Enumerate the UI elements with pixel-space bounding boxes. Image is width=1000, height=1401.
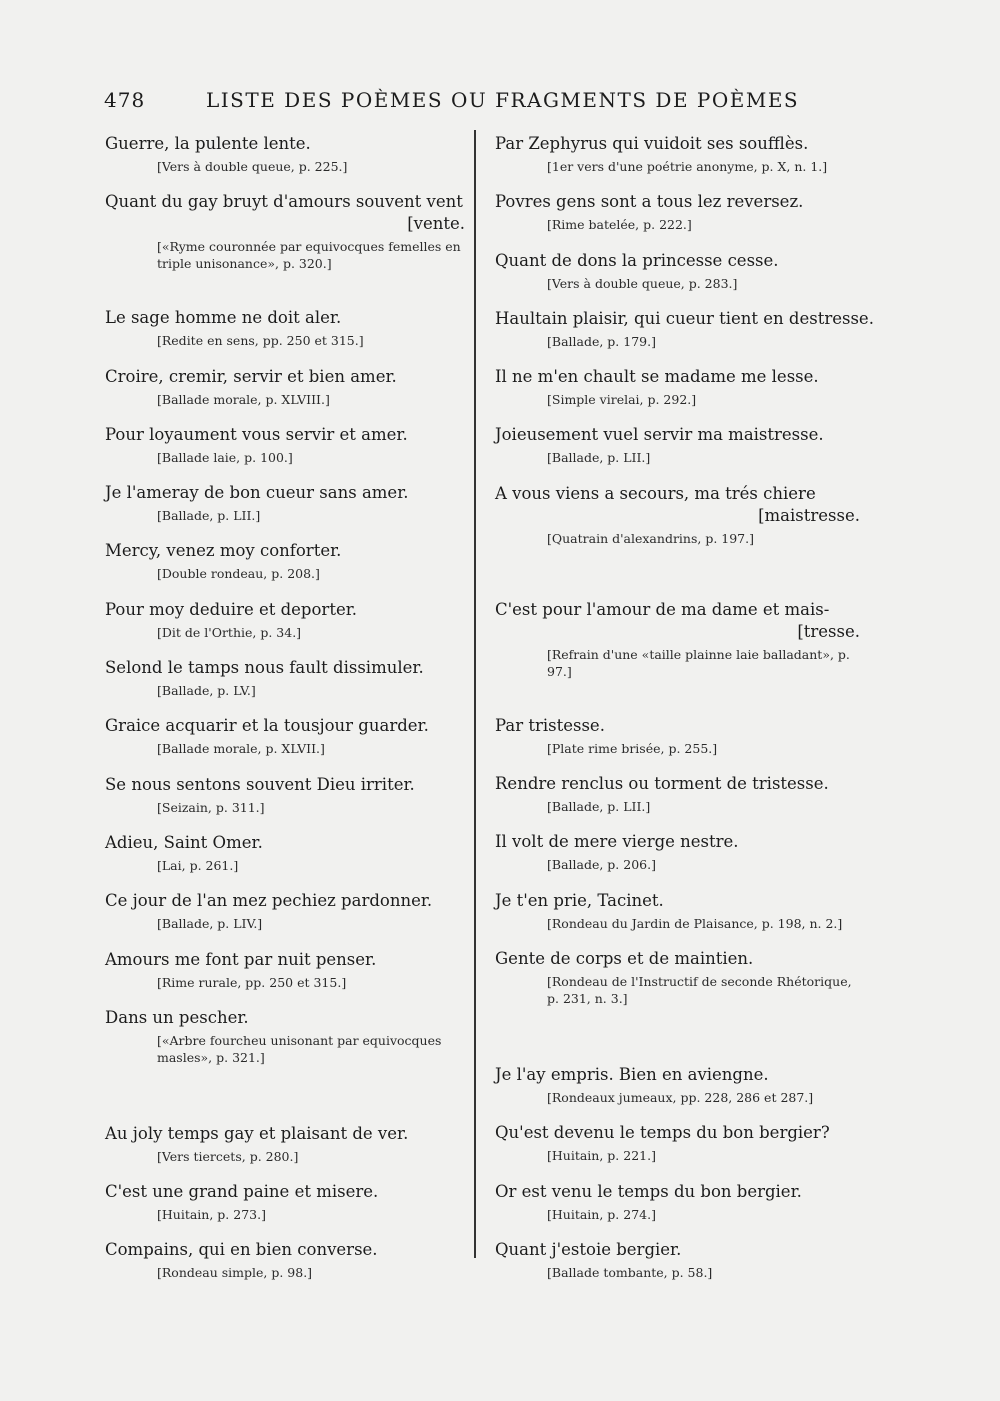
page-number: 478 xyxy=(104,88,146,112)
poem-incipit: Je l'ay empris. Bien en aviengne. xyxy=(495,1064,769,1084)
right-column xyxy=(495,133,874,1297)
incipit-continuation: [tresse. xyxy=(797,621,860,641)
poem-reference: [Huitain, p. 221.] xyxy=(547,1148,656,1164)
poem-entry xyxy=(105,191,465,307)
poem-reference: [Ballade, p. LIV.] xyxy=(157,916,263,932)
poem-reference: [Ballade tombante, p. 58.] xyxy=(547,1264,713,1280)
poem-entry xyxy=(105,1007,465,1123)
poem-incipit: C'est pour l'amour de ma dame et mais- xyxy=(495,599,830,619)
poem-entry xyxy=(495,250,860,308)
poem-reference: [Simple virelai, p. 292.] xyxy=(547,392,697,408)
poem-incipit: Povres gens sont a tous lez reversez. xyxy=(495,192,804,212)
poem-incipit: Il ne m'en chault se madame me lesse. xyxy=(495,367,819,387)
poem-reference: [Ballade, p. LII.] xyxy=(157,508,261,524)
poem-reference: [Rime batelée, p. 222.] xyxy=(547,217,692,233)
poem-entry xyxy=(495,773,860,831)
poem-entry xyxy=(495,1239,860,1297)
poem-entry xyxy=(495,715,860,773)
poem-incipit: Ce jour de l'an mez pechiez pardonner. xyxy=(105,891,433,911)
poem-reference: [Lai, p. 261.] xyxy=(157,857,239,873)
poem-entry xyxy=(495,1064,860,1122)
poem-reference: [Huitain, p. 274.] xyxy=(547,1206,656,1222)
poem-reference: [Rime rurale, pp. 250 et 315.] xyxy=(157,974,347,990)
left-column xyxy=(105,133,465,1298)
poem-incipit: Je l'ameray de bon cueur sans amer. xyxy=(105,483,409,503)
poem-reference: [Seizain, p. 311.] xyxy=(157,799,265,815)
poem-incipit: C'est une grand paine et misere. xyxy=(105,1182,379,1202)
incipit-continuation: [maistresse. xyxy=(758,505,860,525)
poem-incipit: Adieu, Saint Omer. xyxy=(105,832,263,852)
running-title: LISTE DES POÈMES OU FRAGMENTS DE POÈMES xyxy=(206,88,800,112)
poem-incipit: Dans un pescher. xyxy=(105,1007,249,1027)
poem-incipit: Par Zephyrus qui vuidoit ses soufflès. xyxy=(495,134,809,153)
poem-entry xyxy=(495,133,860,191)
poem-incipit: Au joly temps gay et plaisant de ver. xyxy=(105,1123,409,1143)
poem-incipit: Quant de dons la princesse cesse. xyxy=(495,250,779,270)
poem-reference: [Rondeau de l'Instructif de seconde Rhétorique, p. 231, n. 3.] xyxy=(547,973,852,1006)
poem-reference: [Ballade morale, p. XLVII.] xyxy=(157,741,325,757)
poem-entry xyxy=(105,1123,465,1181)
poem-entry xyxy=(105,715,465,773)
poem-incipit: Je t'en prie, Tacinet. xyxy=(495,890,664,910)
poem-entry xyxy=(105,424,465,482)
poem-reference: [«Ryme couronnée par equivocques femelles en triple unisonance», p. 320.] xyxy=(157,239,461,272)
poem-reference: [Refrain d'une «taille plainne laie balladant», p. 97.] xyxy=(547,646,850,679)
poem-entry xyxy=(105,949,465,1007)
poem-entry xyxy=(105,599,465,657)
poem-reference: [Vers tiercets, p. 280.] xyxy=(157,1148,299,1164)
poem-entry xyxy=(495,1122,860,1180)
poem-entry xyxy=(495,831,860,889)
column-divider xyxy=(474,130,476,1258)
poem-incipit: Graice acquarir et la tousjour guarder. xyxy=(105,716,429,736)
poem-entry xyxy=(495,483,860,599)
poem-entry xyxy=(495,948,860,1064)
poem-reference: [Ballade, p. LII.] xyxy=(547,450,651,466)
poem-incipit: Par tristesse. xyxy=(495,715,605,735)
poem-incipit: Compains, qui en bien converse. xyxy=(105,1240,378,1260)
poem-reference: [Huitain, p. 273.] xyxy=(157,1207,266,1223)
incipit-continuation: [vente. xyxy=(407,214,465,234)
poem-reference: [«Arbre fourcheu unisonant par equivocques masles», p. 321.] xyxy=(157,1032,442,1065)
poem-incipit: Quant j'estoie bergier. xyxy=(495,1239,682,1259)
poem-entry xyxy=(105,890,465,948)
poem-reference: [Ballade, p. 206.] xyxy=(547,857,656,873)
poem-reference: [Ballade, p. 179.] xyxy=(547,333,656,349)
poem-reference: [Plate rime brisée, p. 255.] xyxy=(547,740,718,756)
poem-reference: [Ballade laie, p. 100.] xyxy=(157,449,293,465)
poem-reference: [Dit de l'Orthie, p. 34.] xyxy=(157,624,302,640)
poem-entry xyxy=(105,482,465,540)
poem-entry xyxy=(105,307,465,365)
poem-incipit: Amours me font par nuit penser. xyxy=(105,949,377,969)
poem-entry xyxy=(105,774,465,832)
poem-incipit: Mercy, venez moy conforter. xyxy=(105,541,342,561)
poem-incipit: Pour moy deduire et deporter. xyxy=(105,599,358,619)
poem-entry xyxy=(105,1239,465,1297)
page-header xyxy=(104,88,964,120)
poem-incipit: Quant du gay bruyt d'amours souvent vent xyxy=(105,192,463,212)
poem-entry xyxy=(495,1181,860,1239)
poem-incipit: Gente de corps et de maintien. xyxy=(495,948,754,968)
poem-reference: [Quatrain d'alexandrins, p. 197.] xyxy=(547,530,754,546)
poem-entry xyxy=(105,366,465,424)
poem-reference: [Ballade, p. LII.] xyxy=(547,799,651,815)
poem-reference: [Rondeau simple, p. 98.] xyxy=(157,1265,313,1281)
poem-incipit: Qu'est devenu le temps du bon bergier? xyxy=(495,1123,830,1143)
poem-reference: [Redite en sens, pp. 250 et 315.] xyxy=(157,333,364,349)
poem-entry xyxy=(105,657,465,715)
poem-incipit: Pour loyaument vous servir et amer. xyxy=(105,424,408,444)
poem-entry xyxy=(105,1181,465,1239)
poem-incipit: Selond le tamps nous fault dissimuler. xyxy=(105,658,424,678)
poem-reference: [Vers à double queue, p. 283.] xyxy=(547,275,738,291)
poem-reference: [Rondeau du Jardin de Plaisance, p. 198, n. 2.] xyxy=(547,915,843,931)
poem-incipit: Il volt de mere vierge nestre. xyxy=(495,832,739,852)
poem-entry xyxy=(495,890,860,948)
poem-entry xyxy=(495,308,874,366)
poem-incipit: Le sage homme ne doit aler. xyxy=(105,308,342,328)
poem-entry xyxy=(105,540,465,598)
poem-reference: [Ballade morale, p. XLVIII.] xyxy=(157,391,330,407)
poem-incipit: Se nous sentons souvent Dieu irriter. xyxy=(105,774,415,794)
poem-incipit: Croire, cremir, servir et bien amer. xyxy=(105,366,397,386)
poem-incipit: Joieusement vuel servir ma maistresse. xyxy=(495,425,824,445)
poem-reference: [Ballade, p. LV.] xyxy=(157,683,256,699)
poem-incipit: Or est venu le temps du bon bergier. xyxy=(495,1181,802,1201)
poem-entry xyxy=(105,832,465,890)
poem-incipit: A vous viens a secours, ma trés chiere xyxy=(495,483,816,503)
poem-reference: [Rondeaux jumeaux, pp. 228, 286 et 287.] xyxy=(547,1089,814,1105)
poem-incipit: Guerre, la pulente lente. xyxy=(105,134,311,153)
poem-reference: [1er vers d'une poétrie anonyme, p. X, n. 1.] xyxy=(547,159,828,174)
poem-incipit: Rendre renclus ou torment de tristesse. xyxy=(495,774,829,794)
poem-entry xyxy=(495,424,860,482)
poem-entry xyxy=(105,133,465,191)
poem-entry xyxy=(495,599,860,715)
poem-entry xyxy=(495,191,860,249)
poem-incipit: Haultain plaisir, qui cueur tient en destresse. xyxy=(495,308,874,328)
poem-reference: [Double rondeau, p. 208.] xyxy=(157,566,320,582)
poem-entry xyxy=(495,366,860,424)
poem-reference: [Vers à double queue, p. 225.] xyxy=(157,159,348,174)
